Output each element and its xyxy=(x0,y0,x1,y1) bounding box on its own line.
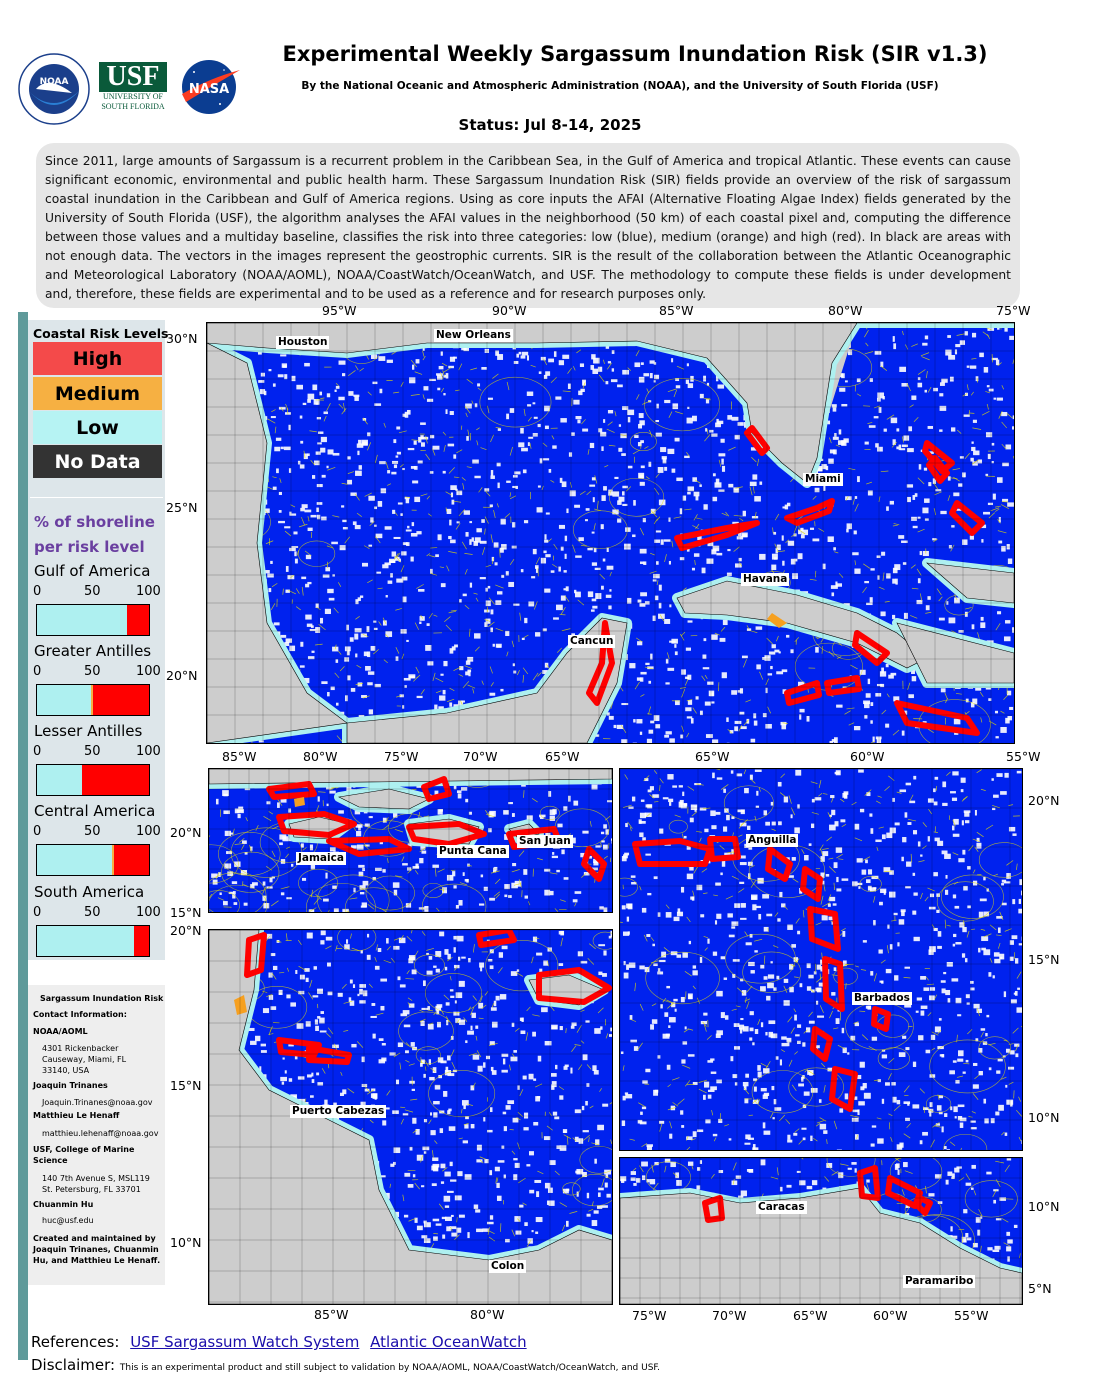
region-risk-bar xyxy=(36,684,150,716)
risk-nodata xyxy=(33,445,162,478)
disclaimer-text: This is an experimental product and still subject to validation by NOAA/AOML, NOAA/CoastWatch/OceanWatch, and USF. xyxy=(119,1363,661,1373)
bar-tick-label: 100 xyxy=(136,664,161,679)
svg-text:NOAA: NOAA xyxy=(39,77,69,87)
bar-tick-label: 50 xyxy=(84,744,101,759)
contact-org2a: USF, College of Marine xyxy=(33,1145,135,1154)
gulf-lon-label: 80°W xyxy=(828,303,863,318)
contact-person3: Chuanmin Hu xyxy=(33,1200,94,1209)
bar-tick-label: 0 xyxy=(33,824,42,839)
intro-text: Since 2011, large amounts of Sargassum is a recurrent problem in the Caribbean Sea, in the Gulf of America and tropical Atlantic. These events can cause significant economic, environmental and public health harm. These Sargassum Inundation Risk (SIR) fields provide an overview of the risk of sargassum coastal inundation in the Caribbean and Gulf of America regions. Using as core inputs the AFAI (Alternative Floating Algae Index) fields generated by the University of South Florida (USF), the algorithm analyses the AFAI values in the neighborhood (50 km) of each coastal pixel and, computing the difference between those values and a multiday baseline, classifies the risk into three categories: low (blue), medium (orange) and high (red). In black are areas with not enough data. The vectors in the images represent the geostrophic currents. SIR is the result of the collaboration between the Atlantic Oceanographic and Meteorological Laboratory (NOAA/AOML), NOAA/CoastWatch/OceanWatch, and USF. The methodology to compute these fields is under development and, therefore, these fields are experimental and to be used as a reference and for research purposes only. xyxy=(36,143,1020,308)
map-gulf-of-america[interactable] xyxy=(206,322,1015,744)
page-subtitle: By the National Oceanic and Atmospheric Administration (NOAA), and the University of South Florida (USF) xyxy=(301,80,939,92)
city-punta-cana: Punta Cana xyxy=(439,845,507,857)
contact-email1[interactable]: Joaquin.Trinanes@noaa.gov xyxy=(42,1098,153,1107)
risk-nodata-label: No Data xyxy=(54,450,141,473)
gulf-lat-label: 30°N xyxy=(166,331,198,346)
contact-org2b: Science xyxy=(33,1156,68,1165)
city-paramaribo: Paramaribo xyxy=(905,1275,974,1287)
city-jamaica: Jamaica xyxy=(298,852,344,864)
gulf-lat-label: 25°N xyxy=(166,500,198,515)
bar-segment-low xyxy=(37,685,91,715)
pct-title-line2: per risk level xyxy=(34,538,145,556)
region-risk-bar xyxy=(36,604,150,636)
city-puerto-cabezas: Puerto Cabezas xyxy=(292,1105,385,1117)
city-barbados: Barbados xyxy=(854,992,910,1004)
bar-tick-label: 0 xyxy=(33,584,42,599)
lant-lat-label: 20°N xyxy=(1028,793,1060,808)
cam-lat-label: 20°N xyxy=(170,923,202,938)
city-colon: Colon xyxy=(491,1260,525,1272)
contact-org1: NOAA/AOML xyxy=(33,1027,88,1036)
gant-lon-label: 70°W xyxy=(463,749,498,764)
region-risk-bar xyxy=(36,764,150,796)
contact-box xyxy=(28,985,165,1285)
page-title: Experimental Weekly Sargassum Inundation Risk (SIR v1.3) xyxy=(282,42,988,66)
bar-tick-label: 100 xyxy=(136,824,161,839)
region-name: Greater Antilles xyxy=(34,642,152,660)
bar-tick-label: 50 xyxy=(84,584,101,599)
region-name: South America xyxy=(34,883,145,901)
contact-credits1: Created and maintained by xyxy=(33,1234,156,1243)
link-usf-sargassum-watch[interactable]: USF Sargassum Watch System xyxy=(130,1333,360,1351)
region-name: Gulf of America xyxy=(34,562,151,580)
disclaimer xyxy=(31,1356,660,1374)
risk-medium xyxy=(33,377,162,410)
bar-segment-high xyxy=(134,926,149,956)
contact-addr1b: Causeway, Miami, FL xyxy=(42,1055,127,1064)
status-date: Status: Jul 8-14, 2025 xyxy=(458,116,642,134)
lant-lon-label: 55°W xyxy=(1006,749,1041,764)
references xyxy=(31,1333,527,1351)
disclaimer-label: Disclaimer: xyxy=(31,1356,116,1374)
gulf-lon-label: 85°W xyxy=(659,303,694,318)
legend-divider xyxy=(30,497,163,498)
risk-high xyxy=(33,342,162,375)
bar-segment-low xyxy=(37,845,112,875)
bar-segment-high xyxy=(127,605,149,635)
gant-lat-label: 15°N xyxy=(170,905,202,920)
city-miami: Miami xyxy=(805,473,841,485)
bar-tick-label: 0 xyxy=(33,664,42,679)
gulf-lon-label: 75°W xyxy=(996,303,1031,318)
contact-person2: Matthieu Le Henaff xyxy=(33,1111,120,1120)
gant-lon-label: 65°W xyxy=(545,749,580,764)
sam-lat-label: 10°N xyxy=(1028,1199,1060,1214)
contact-email3[interactable]: huc@usf.edu xyxy=(42,1216,94,1225)
bar-tick-label: 50 xyxy=(84,824,101,839)
city-san-juan: San Juan xyxy=(519,835,571,847)
bar-tick-label: 100 xyxy=(136,744,161,759)
contact-credits2: Joaquin Trinanes, Chuanmin xyxy=(33,1245,159,1254)
contact-email2[interactable]: matthieu.lehenaff@noaa.gov xyxy=(42,1129,159,1138)
gant-lon-label: 75°W xyxy=(384,749,419,764)
lant-lat-label: 10°N xyxy=(1028,1110,1060,1125)
sam-lon-label: 70°W xyxy=(712,1308,747,1323)
sam-lon-label: 55°W xyxy=(954,1308,989,1323)
sam-lat-label: 5°N xyxy=(1028,1281,1052,1296)
bar-tick-label: 0 xyxy=(33,744,42,759)
bar-segment-high xyxy=(93,685,149,715)
region-name: Lesser Antilles xyxy=(34,722,143,740)
usf-logo: USF UNIVERSITY OF SOUTH FLORIDA xyxy=(99,62,169,117)
city-new-orleans: New Orleans xyxy=(436,329,511,341)
bar-tick-label: 100 xyxy=(136,584,161,599)
bar-tick-label: 50 xyxy=(84,905,101,920)
contact-person1: Joaquin Trinanes xyxy=(33,1081,108,1090)
cam-lon-label: 85°W xyxy=(314,1307,349,1322)
gant-lon-label: 85°W xyxy=(222,749,257,764)
legend-title: Coastal Risk Levels xyxy=(33,326,169,341)
cam-lat-label: 15°N xyxy=(170,1078,202,1093)
region-risk-bar xyxy=(36,925,150,957)
city-caracas: Caracas xyxy=(758,1201,805,1213)
sam-lon-label: 75°W xyxy=(632,1308,667,1323)
bar-segment-high xyxy=(114,845,149,875)
gant-lon-label: 80°W xyxy=(303,749,338,764)
bar-tick-label: 100 xyxy=(136,905,161,920)
city-cancun: Cancun xyxy=(570,635,614,647)
link-atlantic-oceanwatch[interactable]: Atlantic OceanWatch xyxy=(370,1333,527,1351)
bar-tick-label: 50 xyxy=(84,664,101,679)
contact-addr1c: 33140, USA xyxy=(42,1066,90,1075)
cam-lon-label: 80°W xyxy=(470,1307,505,1322)
city-houston: Houston xyxy=(278,336,328,348)
lant-lat-label: 15°N xyxy=(1028,952,1060,967)
contact-addr2b: St. Petersburg, FL 33701 xyxy=(42,1185,141,1194)
risk-low-label: Low xyxy=(76,416,119,439)
sam-lon-label: 65°W xyxy=(793,1308,828,1323)
gant-lat-label: 20°N xyxy=(170,825,202,840)
lant-lon-label: 65°W xyxy=(695,749,730,764)
pct-title xyxy=(34,510,155,560)
gulf-lat-label: 20°N xyxy=(166,668,198,683)
gulf-lon-label: 95°W xyxy=(322,303,357,318)
cam-lat-label: 10°N xyxy=(170,1235,202,1250)
contact-label: Contact Information: xyxy=(33,1010,127,1019)
risk-medium-label: Medium xyxy=(54,382,141,405)
sam-lon-label: 60°W xyxy=(873,1308,908,1323)
bar-segment-high xyxy=(82,765,149,795)
map-central-america[interactable] xyxy=(208,929,613,1305)
bar-segment-low xyxy=(37,605,127,635)
city-havana: Havana xyxy=(743,573,788,585)
sidebar-accent-bar xyxy=(18,312,28,1360)
pct-title-line1: % of shoreline xyxy=(34,513,155,531)
contact-heading: Sargassum Inundation Risk xyxy=(40,994,164,1003)
contact-addr2a: 140 7th Avenue S, MSL119 xyxy=(42,1174,150,1183)
svg-text:NASA: NASA xyxy=(188,82,230,97)
contact-addr1a: 4301 Rickenbacker xyxy=(42,1044,119,1053)
city-anguilla: Anguilla xyxy=(748,834,797,846)
bar-segment-low xyxy=(37,765,82,795)
contact-credits3: Hu, and Matthieu Le Henaff. xyxy=(33,1256,161,1265)
map-lesser-antilles[interactable] xyxy=(619,768,1023,1151)
risk-low xyxy=(33,411,162,444)
references-label: References: xyxy=(31,1333,120,1351)
region-risk-bar xyxy=(36,844,150,876)
risk-high-label: High xyxy=(72,347,123,370)
lant-lon-label: 60°W xyxy=(850,749,885,764)
bar-segment-low xyxy=(37,926,134,956)
gulf-lon-label: 90°W xyxy=(492,303,527,318)
region-name: Central America xyxy=(34,802,156,820)
bar-tick-label: 0 xyxy=(33,905,42,920)
